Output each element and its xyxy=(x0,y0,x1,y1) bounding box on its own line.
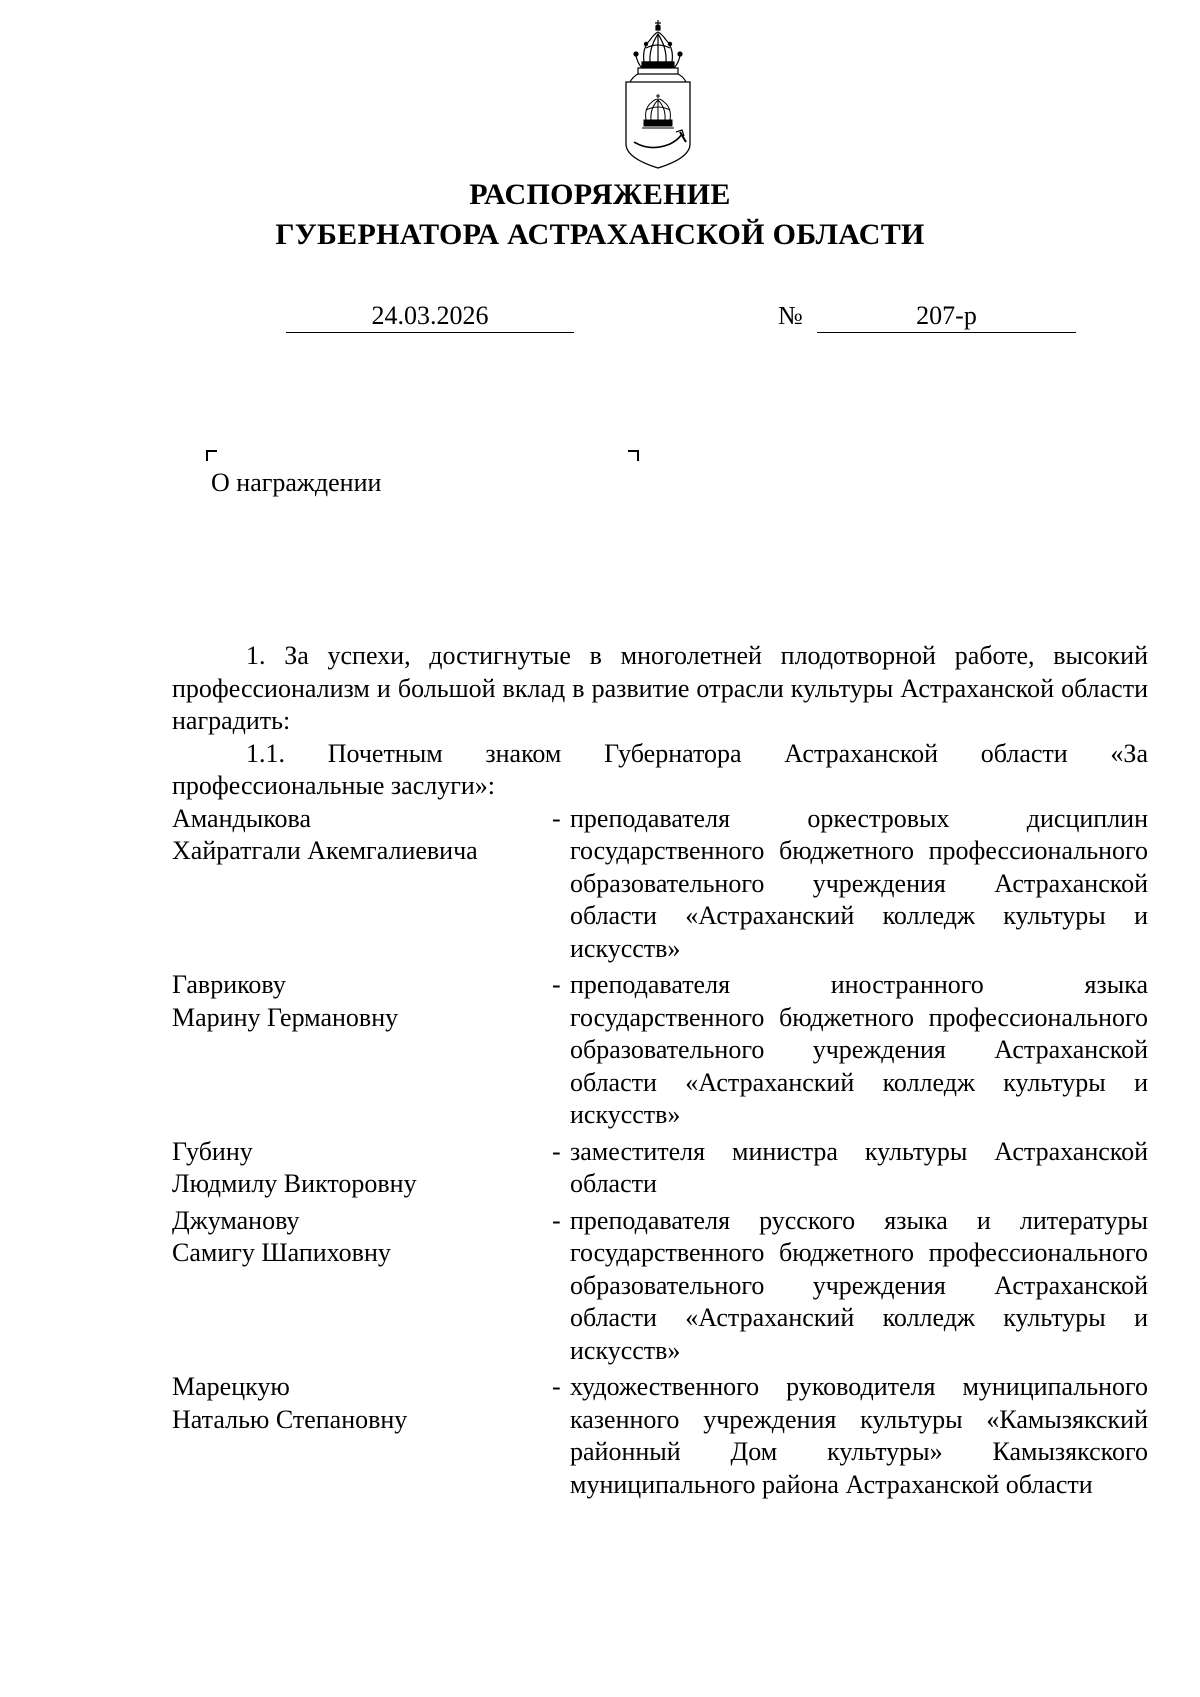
awardee-position: преподавателя русского языка и литературы государственного бюджетного профессионального образовательного учреждения Астраханской области «Астраханский колледж культуры и искусств» xyxy=(570,1205,1148,1365)
awardee-surname: Амандыкова xyxy=(172,803,311,833)
awardee-position: художественного руководителя муниципального казенного учреждения культуры «Камызякский районный Дом культуры» Камызякского муниципального района Астраханской области xyxy=(570,1372,1148,1499)
document-subject: О награждении xyxy=(211,468,382,497)
awardee-surname: Джуманову xyxy=(172,1205,300,1235)
awardee-surname: Гаврикову xyxy=(172,970,286,999)
issuer-title: ГУБЕРНАТОРА АСТРАХАНСКОЙ ОБЛАСТИ xyxy=(275,218,925,251)
awardee-given-names: Марину Германовну xyxy=(172,1002,399,1032)
awardee-given-names: Наталью Степановну xyxy=(172,1404,408,1434)
document-type-title: РАСПОРЯЖЕНИЕ xyxy=(469,178,731,211)
section-1-intro: 1. За успехи, достигнутые в многолетней плодотворной работе, высокий профессионализм и большой вклад в развитие отрасли культуры Астраханской области наградить: xyxy=(172,641,1148,735)
dash-separator: - xyxy=(552,1136,561,1166)
awardee-entry xyxy=(172,1136,1148,1201)
awardee-name xyxy=(172,1371,542,1501)
dash-separator: - xyxy=(552,1205,561,1235)
awardee-list xyxy=(172,803,1148,1502)
awardee-given-names: Самигу Шапиховну xyxy=(172,1238,391,1267)
awardee-position: преподавателя иностранного языка государственного бюджетного профессионального образовательного учреждения Астраханской области «Астраханский колледж культуры и искусств» xyxy=(570,970,1148,1129)
section-1-1-intro: 1.1. Почетным знаком Губернатора Астраханской области «За профессиональные заслуги»: xyxy=(172,738,1148,800)
awardee-name xyxy=(172,1205,542,1368)
awardee-given-names: Хайратгали Акемгалиевича xyxy=(172,836,478,865)
awardee-surname: Губину xyxy=(172,1136,253,1166)
awardee-name xyxy=(172,803,542,966)
dash-separator: - xyxy=(552,1372,561,1401)
awardee-position: преподавателя оркестровых дисциплин государственного бюджетного профессионального образовательного учреждения Астраханской области «Астраханский колледж культуры и искусств» xyxy=(570,803,1148,963)
awardee-position: заместителя министра культуры Астраханской области xyxy=(570,1136,1148,1198)
awardee-name xyxy=(172,1136,542,1201)
awardee-entry xyxy=(172,803,1148,966)
awardee-surname: Марецкую xyxy=(172,1372,290,1401)
awardee-entry xyxy=(172,969,1148,1132)
document-date: 24.03.2026 xyxy=(286,300,574,333)
subject-corner-left xyxy=(206,450,217,461)
dash-separator: - xyxy=(552,803,561,833)
number-sign: № xyxy=(778,301,803,330)
awardee-entry xyxy=(172,1205,1148,1368)
awardee-name xyxy=(172,969,542,1132)
awardee-entry xyxy=(172,1371,1148,1501)
astrakhan-coat-of-arms-icon xyxy=(620,18,696,170)
subject-corner-right xyxy=(628,450,639,461)
dash-separator: - xyxy=(552,970,561,999)
document-body xyxy=(172,640,1148,1505)
awardee-given-names: Людмилу Викторовну xyxy=(172,1169,417,1198)
document-number: 207-р xyxy=(817,300,1076,333)
